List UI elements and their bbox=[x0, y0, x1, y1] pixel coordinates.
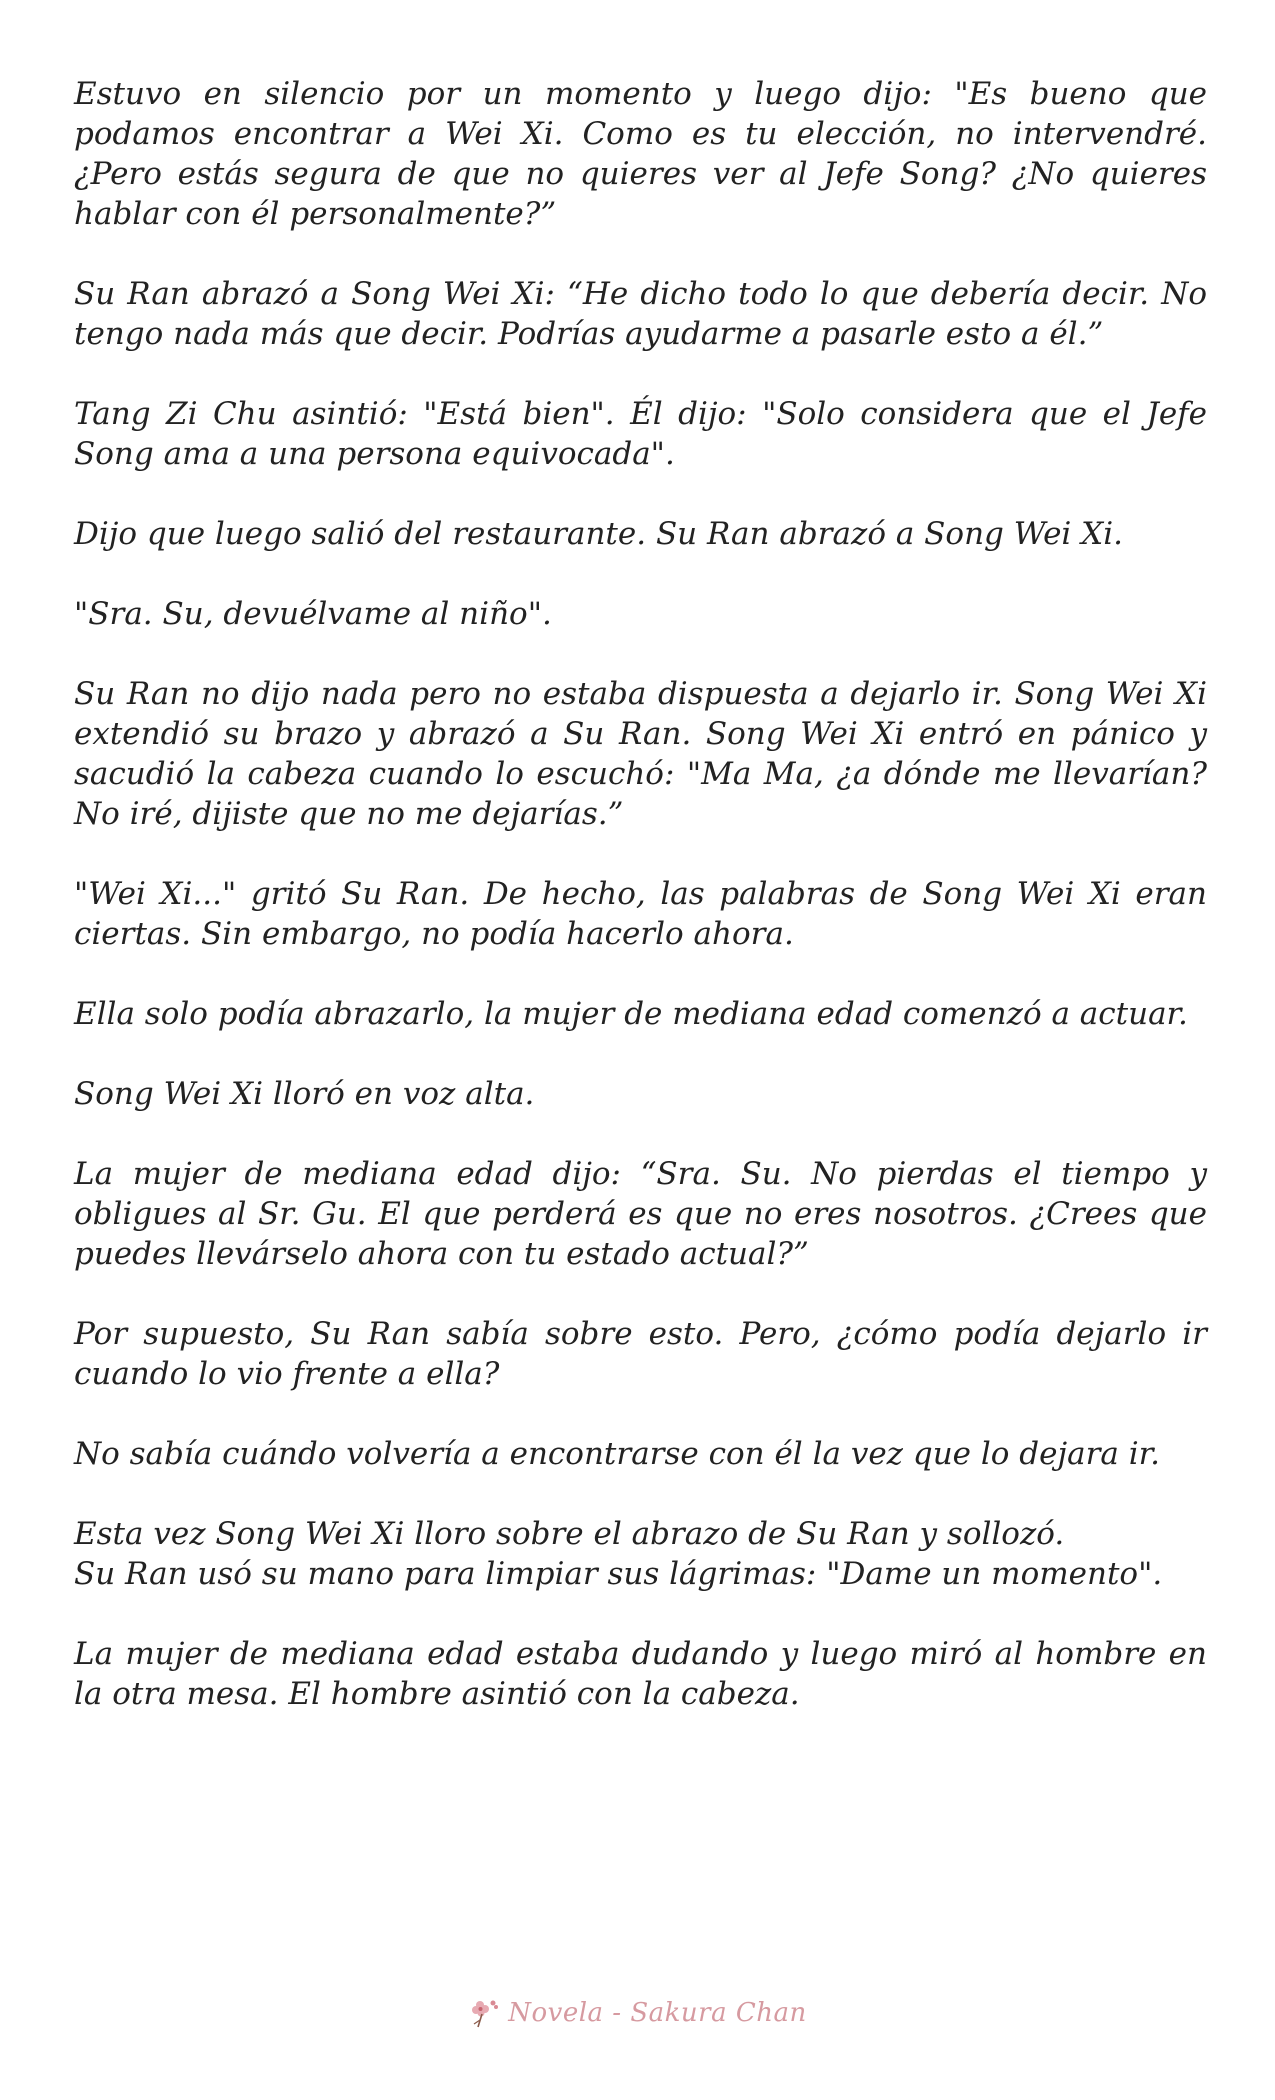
footer-watermark bbox=[0, 1988, 1275, 2038]
paragraph: Su Ran no dijo nada pero no estaba dispuesta a dejarlo ir. Song Wei Xi extendió su brazo y abrazó a Su Ran. Song Wei Xi entró en pánico y sacudió la cabeza cuando lo escuchó: "Ma Ma, ¿a dónde me llevarían? No iré, dijiste que no me dejarías.” bbox=[74, 676, 1207, 832]
story-text bbox=[74, 74, 1207, 1754]
paragraph: Por supuesto, Su Ran sabía sobre esto. Pero, ¿cómo podía dejarlo ir cuando lo vio frente a ella? bbox=[74, 1316, 1207, 1392]
paragraph: La mujer de mediana edad estaba dudando y luego miró al hombre en la otra mesa. El hombre asintió con la cabeza. bbox=[74, 1636, 1207, 1712]
paragraph: Estuvo en silencio por un momento y luego dijo: "Es bueno que podamos encontrar a Wei Xi. Como es tu elección, no intervendré. ¿Pero estás segura de que no quieres ver al Jefe Song? ¿No quieres hablar con él personalmente?” bbox=[74, 76, 1207, 232]
paragraph: No sabía cuándo volvería a encontrarse con él la vez que lo dejara ir. bbox=[74, 1436, 1160, 1472]
paragraph: Dijo que luego salió del restaurante. Su Ran abrazó a Song Wei Xi. bbox=[74, 516, 1124, 552]
paragraph: Tang Zi Chu asintió: "Está bien". Él dijo: "Solo considera que el Jefe Song ama a una persona equivocada". bbox=[74, 396, 1207, 472]
cherry-blossom-icon bbox=[468, 1996, 502, 2030]
paragraph: Esta vez Song Wei Xi lloro sobre el abrazo de Su Ran y sollozó. Su Ran usó su mano para limpiar sus lágrimas: "Dame un momento". bbox=[74, 1516, 1163, 1592]
paragraph: Song Wei Xi lloró en voz alta. bbox=[74, 1076, 535, 1112]
paragraph: Ella solo podía abrazarlo, la mujer de mediana edad comenzó a actuar. bbox=[74, 996, 1188, 1032]
paragraph: "Sra. Su, devuélvame al niño". bbox=[74, 596, 552, 632]
paragraph: "Wei Xi..." gritó Su Ran. De hecho, las palabras de Song Wei Xi eran ciertas. Sin embargo, no podía hacerlo ahora. bbox=[74, 876, 1207, 952]
paragraph: La mujer de mediana edad dijo: “Sra. Su. No pierdas el tiempo y obligues al Sr. Gu. El que perderá es que no eres nosotros. ¿Crees que puedes llevárselo ahora con tu estado actual?” bbox=[74, 1156, 1207, 1272]
paragraph: Su Ran abrazó a Song Wei Xi: “He dicho todo lo que debería decir. No tengo nada más que decir. Podrías ayudarme a pasarle esto a él.” bbox=[74, 276, 1207, 352]
footer-brand bbox=[468, 1996, 807, 2030]
footer-text: Novela - Sakura Chan bbox=[508, 1998, 807, 2028]
